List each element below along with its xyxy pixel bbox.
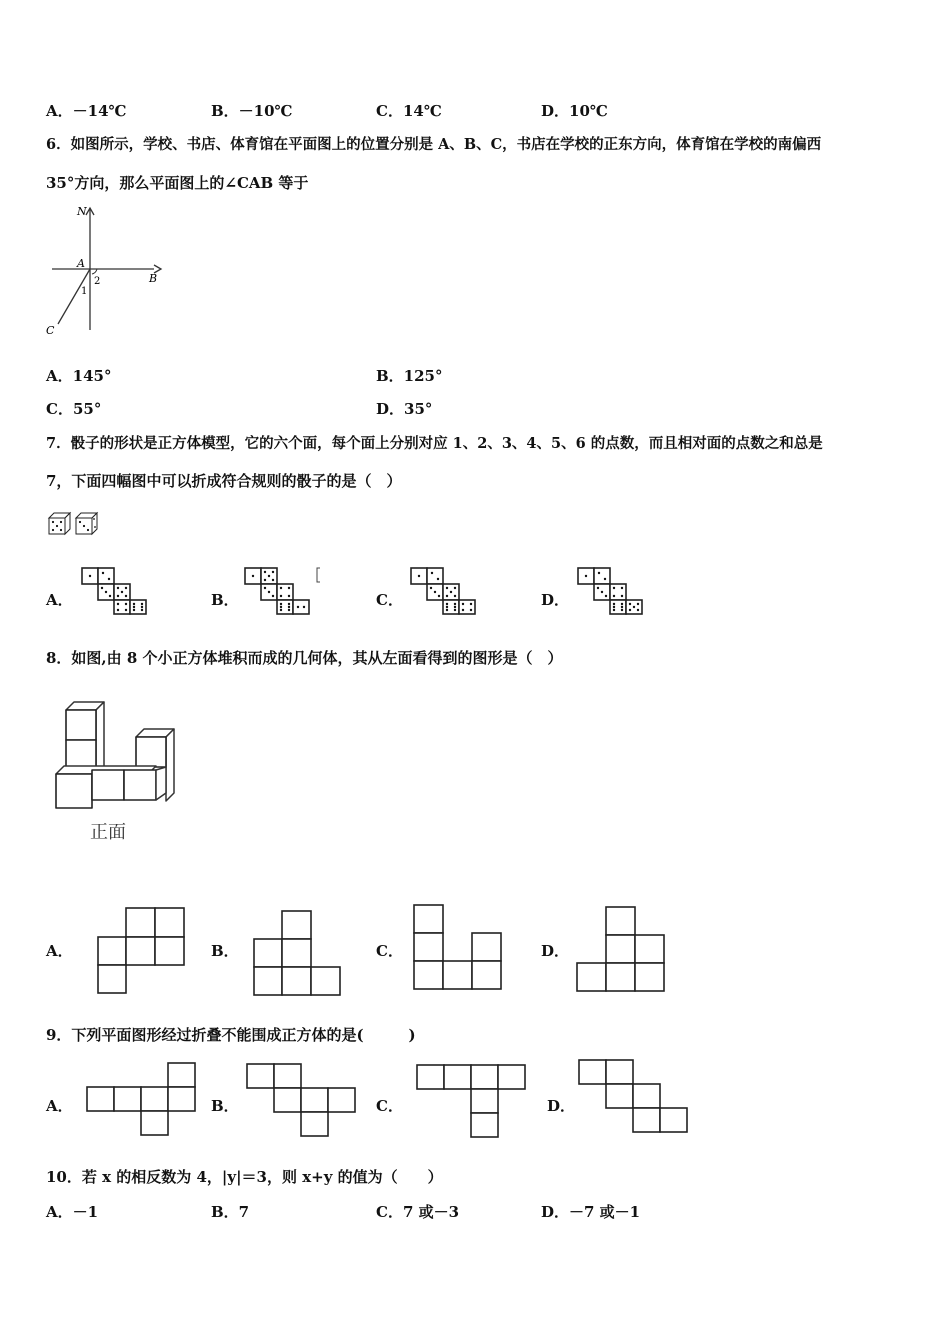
- q7-question-line2: 7，下面四幅图中可以折成符合规则的骰子的是（ ）: [46, 472, 402, 490]
- q8-option-c-view: [412, 903, 506, 993]
- q8-option-c[interactable]: C．: [376, 942, 403, 960]
- q9-option-c-net: [414, 1062, 530, 1140]
- q7-option-a[interactable]: A．: [46, 591, 73, 609]
- q7-option-b-net: [243, 566, 325, 616]
- q6-question-line2: 35°方向，那么平面图上的∠CAB 等于: [46, 174, 309, 192]
- q9-option-d[interactable]: D．: [547, 1097, 576, 1115]
- q6-option-c[interactable]: C．55°: [46, 400, 102, 418]
- q5-option-a[interactable]: A．－14℃: [46, 102, 127, 120]
- q6-label-a: A: [77, 257, 85, 270]
- q7-question-line1: 7．骰子的形状是正方体模型，它的六个面，每个面上分别对应 1、2、3、4、5、6 的点数，而且相对面的点数之和总是: [46, 435, 823, 452]
- q10-option-d[interactable]: D．－7 或－1: [541, 1203, 641, 1221]
- q6-label-angle1: 1: [81, 286, 88, 297]
- q8-option-d-view: [575, 905, 669, 995]
- q7-option-c-net: [409, 566, 479, 616]
- q8-option-a-view: [96, 906, 188, 996]
- q6-option-d[interactable]: D．35°: [376, 400, 433, 418]
- q8-option-b[interactable]: B．: [211, 942, 239, 960]
- q6-direction-diagram: [40, 200, 170, 342]
- q10-option-a[interactable]: A．－1: [46, 1203, 99, 1221]
- q6-question-line1: 6．如图所示，学校、书店、体育馆在平面图上的位置分别是 A、B、C，书店在学校的正东方向，体育馆在学校的南偏西: [46, 136, 822, 153]
- q9-option-a[interactable]: A．: [46, 1097, 73, 1115]
- q6-label-b: B: [149, 272, 158, 285]
- q6-label-angle2: 2: [94, 276, 101, 287]
- q8-question-line1: 8．如图,由 8 个小正方体堆积而成的几何体，其从左面看得到的图形是（ ）: [46, 649, 563, 667]
- q8-option-b-view: [252, 909, 344, 999]
- q7-option-d-net: [576, 566, 646, 616]
- q9-option-d-net: [576, 1057, 698, 1135]
- q7-option-b[interactable]: B．: [211, 591, 239, 609]
- q6-label-north: N: [77, 205, 87, 218]
- q10-question-line1: 10．若 x 的相反数为 4，|y|＝3，则 x+y 的值为（ ）: [46, 1168, 443, 1186]
- q7-dice-example-image: [46, 510, 102, 538]
- q8-option-a[interactable]: A．: [46, 942, 73, 960]
- q6-option-a[interactable]: A．145°: [46, 367, 112, 385]
- q7-option-a-net: [80, 566, 150, 616]
- q10-option-b[interactable]: B．7: [211, 1203, 250, 1221]
- q7-option-c[interactable]: C．: [376, 591, 403, 609]
- q8-option-d[interactable]: D．: [541, 942, 570, 960]
- q9-option-a-net: [84, 1060, 206, 1138]
- q8-figure-caption: 正面: [90, 822, 126, 843]
- q5-option-b[interactable]: B．－10℃: [211, 102, 293, 120]
- q7-option-d[interactable]: D．: [541, 591, 570, 609]
- q9-option-c[interactable]: C．: [376, 1097, 403, 1115]
- q9-option-b[interactable]: B．: [211, 1097, 239, 1115]
- q6-label-c: C: [46, 324, 55, 337]
- q8-cube-stack-figure: [50, 700, 182, 812]
- q6-option-b[interactable]: B．125°: [376, 367, 443, 385]
- q9-option-b-net: [244, 1061, 366, 1139]
- q10-option-c[interactable]: C．7 或－3: [376, 1203, 460, 1221]
- q5-option-c[interactable]: C．14℃: [376, 102, 442, 120]
- q9-question-line1: 9．下列平面图形经过折叠不能围成正方体的是( ): [46, 1026, 416, 1044]
- q5-option-d[interactable]: D．10℃: [541, 102, 608, 120]
